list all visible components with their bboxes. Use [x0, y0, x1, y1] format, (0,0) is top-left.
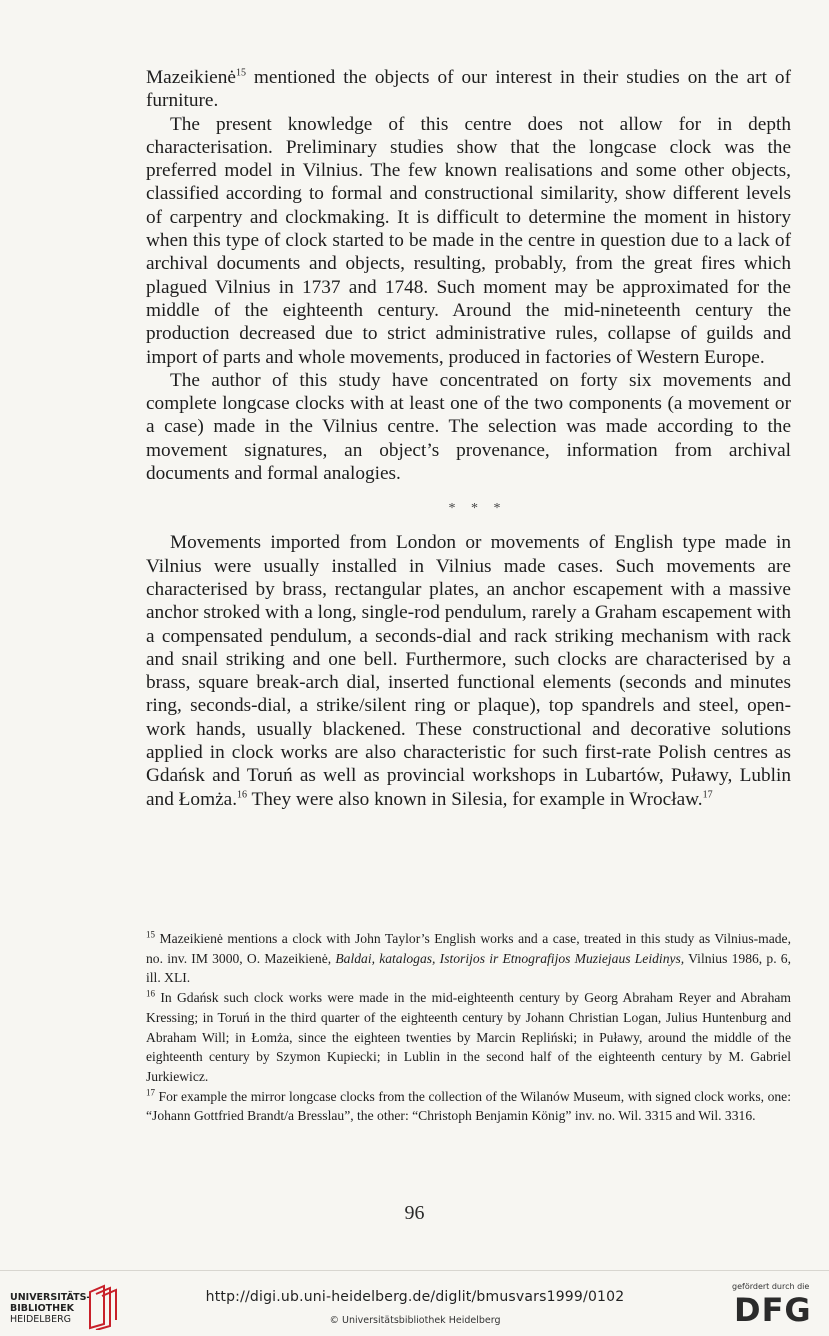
footnote-17: $^{17}$ For example the mirror longcase clocks from the collection of the Wilanów Museum, with signed clock works, one: “Johann Gottfried Brandt/a Bresslau”, the other: “Christoph Benjamin König” inv. no. Wil. 3315 and Wil. 3316.: [146, 1087, 791, 1124]
footer-divider: [0, 1270, 829, 1271]
footnote-ref[interactable]: 15: [235, 67, 246, 79]
library-name-line: BIBLIOTHEK: [10, 1303, 74, 1314]
section-separator: * * *: [448, 501, 507, 517]
dfg-logo[interactable]: [730, 1282, 822, 1334]
paragraph: The author of this study have concentrated on forty six movements and complete longcase clocks with at least one of the two components (a movement or a case) made in the Vilnius centre. The selection was made according to the movement signatures, an object’s provenance, information from archival documents and formal analogies.: [146, 369, 791, 485]
footnote-16: $^{16}$ In Gdańsk such clock works were made in the mid-eighteenth century by Georg Abraham Reyer and Abraham Kressing; in Toruń in the third quarter of the eighteenth century by Johann Christian Logan, Julius Huntenburg and Abraham Will; in Łomża, since the eighteen twenties by Marcin Repliński; in Puławy, around the middle of the eighteenth century by Szymon Kupiecki; in Lublin in the second half of the eighteenth century by M. Gabriel Jurkiewicz.: [146, 988, 791, 1084]
library-logo[interactable]: [10, 1284, 130, 1334]
library-emblem-icon: [86, 1284, 126, 1330]
page-number: 96: [404, 1202, 425, 1224]
source-url-link[interactable]: http://digi.ub.uni-heidelberg.de/diglit/bmusvars1999/0102: [205, 1289, 625, 1305]
footnote-ref[interactable]: 16: [237, 789, 248, 801]
footnote-ref[interactable]: 17: [702, 789, 713, 801]
footnote-15: $^{15}$ Mazeikienė mentions a clock with John Taylor’s English works and a case, treated in this study as Vilnius-made, no. inv. IM 3000, O. Mazeikienė, Baldai, katalogas, Istorijos ir Etnografijos Muziejaus Leidinys, Vilnius 1986, p. 6, ill. XLI.: [146, 929, 791, 986]
paragraph: The present knowledge of this centre does not allow for in depth characterisation. Preliminary studies show that the longcase clock was the preferred model in Vilnius. The few known realisations and some other objects, classified according to formal and constructional similarity, show different levels of carpentry and clockmaking. It is difficult to determine the moment in history when this type of clock started to be made in the centre in question due to a lack of archival documents and objects, resulting, probably, from the great fires which plagued Vilnius in 1737 and 1748. Such moment may be approximated for the middle of the eighteenth century. Around the mid-nineteenth century the production decreased due to strict administrative rules, collapse of guilds and import of parts and whole movements, produced in factories of Western Europe.: [146, 113, 791, 368]
paragraph: Mazeikienė$^{15}$ mentioned the objects of our interest in their studies on the art of furniture.: [146, 67, 791, 112]
library-name-line: HEIDELBERG: [10, 1314, 72, 1325]
dfg-wordmark: DFG: [734, 1291, 812, 1329]
copyright-notice: © Universitätsbibliothek Heidelberg: [329, 1315, 501, 1326]
footnotes: [146, 929, 791, 1126]
funding-note: gefördert durch die: [732, 1282, 810, 1291]
library-name-line: UNIVERSITÄTS-: [10, 1292, 91, 1303]
paragraph: Movements imported from London or movements of English type made in Vilnius were usually installed in Vilnius made cases. Such movements are characterised by brass, rectangular plates, an anchor escapement with a massive anchor stroked with a long, single-rod pendulum, rarely a Graham escapement with a compensated pendulum, a seconds-dial and rack striking mechanism with rack and snail striking and one bell. Furthermore, such clocks are characterised by a brass, square break-arch dial, inserted functional elements (seconds and minutes ring, seconds-dial, a strike/silent ring or plaque), top spandrels and steel, open-work hands, usually blackened. These constructional and decorative solutions applied in clock works are also characteristic for such first-rate Polish centres as Gdańsk and Toruń as well as provincial workshops in Lubartów, Puławy, Lublin and Łomża.$^{16}$ They were also known in Silesia, for example in Wrocław.$^{17}$: [146, 532, 791, 810]
main-text: [146, 66, 791, 811]
